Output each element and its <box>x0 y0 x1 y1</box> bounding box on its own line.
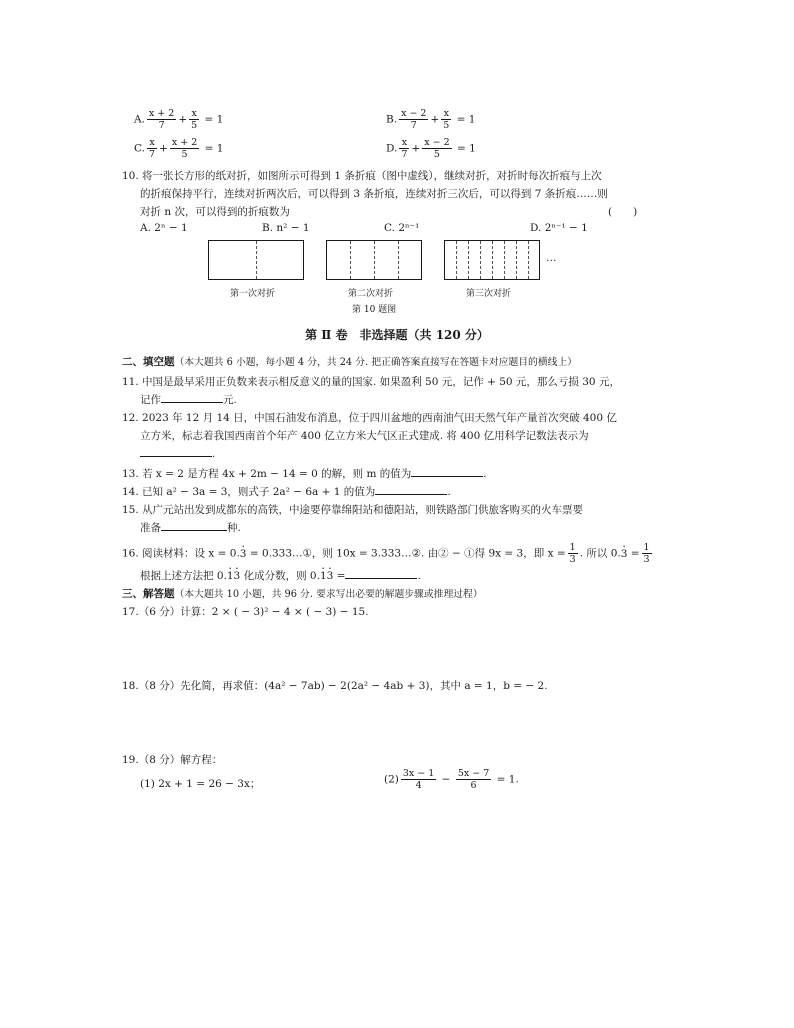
answer-blank[interactable] <box>411 466 483 477</box>
q19-head: 19.（8 分）解方程： <box>122 754 223 766</box>
q10-line-2: 的折痕保持平行，连续对折两次后，可以得到 3 条折痕，连续对折三次后，可以得到 7 条折痕……则 <box>140 188 608 200</box>
repeating-digit: 1 · <box>227 570 234 582</box>
q16-line-2: 根据上述方法把 0.1 ·3 · 化成分数，则 0.1 ·3 · = . <box>140 568 421 583</box>
q14: 14. 已知 a² − 3a = 3，则式子 2a² − 6a + 1 的值为 . <box>122 486 451 498</box>
q10-line-1: 10. 将一张长方形的纸对折，如图所示可得到 1 条折痕（图中虚线），继续对折，对折时每次折痕与上次 <box>122 170 602 182</box>
q9-option-d: D. $\frac{x}{7}$ + $\frac{x - 2}{5}$ = 1 <box>386 137 476 160</box>
part-title: 第 Ⅱ 卷 非选择题（共 120 分） <box>305 328 489 342</box>
section-fill-blank-header: 二、填空题（本大题共 6 小题，每小题 4 分，共 24 分. 把正确答案直接写在答题卡对应题目的横线上） <box>122 356 578 368</box>
fold-caption-2: 第二次对折 <box>348 289 394 299</box>
q16-line-1: 16. 阅读材料：设 x = 0.3 · = 0.333…①，则 10x = 3.333…②. 由② − ①得 9x = 3，即 x = $\frac{1}{3}$ . 所以 0.3 · = $\frac{1}{3}$ <box>122 542 654 565</box>
q10-option-d: D. 2ⁿ⁻¹ − 1 <box>530 222 588 234</box>
crease-line <box>456 241 457 279</box>
q12-line-2: 立方米，标志着我国西南首个年产 400 亿立方米大气区正式建成. 将 400 亿用科学记数法表示为 <box>140 430 589 442</box>
q10-answer-paren: ( ) <box>608 206 638 218</box>
crease-line <box>468 241 469 279</box>
q19-part-1: (1) 2x + 1 = 26 − 3x； <box>140 778 261 790</box>
answer-blank[interactable] <box>140 446 212 457</box>
fold-figure-3 <box>444 240 540 280</box>
repeating-digit: 3 · <box>240 548 247 560</box>
q10-option-a: A. 2ⁿ − 1 <box>140 222 188 234</box>
fold-caption-1: 第一次对折 <box>230 289 276 299</box>
repeating-digit: 1 · <box>320 570 327 582</box>
repeating-digit: 3 · <box>621 548 628 560</box>
fold-caption-3: 第三次对折 <box>466 289 512 299</box>
crease-line <box>528 241 529 279</box>
crease-line <box>504 241 505 279</box>
figure-title: 第 10 题图 <box>352 305 397 315</box>
answer-blank[interactable] <box>161 392 223 403</box>
q11-line-2: 记作 元. <box>140 394 237 406</box>
q19-part-2: (2) $\frac{3x - 1}{4}$ − $\frac{5x - 7}{6}$ = 1. <box>384 768 519 791</box>
q11-line-1: 11. 中国是最早采用正负数来表示相反意义的量的国家. 如果盈利 50 元，记作 + 50 元，那么亏损 30 元， <box>122 376 620 388</box>
q13: 13. 若 x = 2 是方程 4x + 2m − 14 = 0 的解，则 m 的值为 . <box>122 468 487 480</box>
q12-line-3: . <box>140 446 215 460</box>
section-solve-header: 三、解答题（本大题共 10 小题，共 96 分. 要求写出必要的解题步骤或推理过程） <box>122 588 483 600</box>
crease-line <box>350 241 351 279</box>
crease-line <box>398 241 399 279</box>
fold-figure-2 <box>326 240 422 280</box>
fold-ellipsis: … <box>546 252 557 264</box>
q10-option-c: C. 2ⁿ⁻¹ <box>384 222 420 234</box>
crease-line <box>374 241 375 279</box>
q12-line-1: 12. 2023 年 12 月 14 日，中国石油发布消息，位于四川盆地的西南油气田天然气年产量首次突破 400 亿 <box>122 412 617 424</box>
q18: 18.（8 分）先化简，再求值：(4a² − 7ab) − 2(2a² − 4ab + 3)，其中 a = 1，b = − 2. <box>122 680 548 692</box>
answer-blank[interactable] <box>345 568 417 579</box>
q9-option-c: C. $\frac{x}{7}$ + $\frac{x + 2}{5}$ = 1 <box>134 137 224 160</box>
crease-line <box>256 241 257 279</box>
q17: 17.（6 分）计算：2 × ( − 3)² − 4 × ( − 3) − 15. <box>122 606 369 618</box>
repeating-digit: 3 · <box>234 570 241 582</box>
answer-blank[interactable] <box>161 520 227 531</box>
q10-option-b: B. n² − 1 <box>262 222 310 234</box>
crease-line <box>492 241 493 279</box>
q10-line-3: 对折 n 次，可以得到的折痕数为 <box>140 206 290 218</box>
q15-line-1: 15. 从广元站出发到成都东的高铁，中途要停靠绵阳站和德阳站，则铁路部门供旅客购买的火车票要 <box>122 504 584 516</box>
repeating-digit: 3 · <box>327 570 334 582</box>
fold-figure-1 <box>208 240 304 280</box>
crease-line <box>480 241 481 279</box>
crease-line <box>516 241 517 279</box>
q9-option-b: B. $\frac{x - 2}{7}$ + $\frac{x}{5}$ = 1 <box>386 108 476 131</box>
answer-blank[interactable] <box>375 484 447 495</box>
q9-option-a: A. $\frac{x + 2}{7}$ + $\frac{x}{5}$ = 1 <box>134 108 224 131</box>
q15-line-2: 准备 种. <box>140 522 241 534</box>
